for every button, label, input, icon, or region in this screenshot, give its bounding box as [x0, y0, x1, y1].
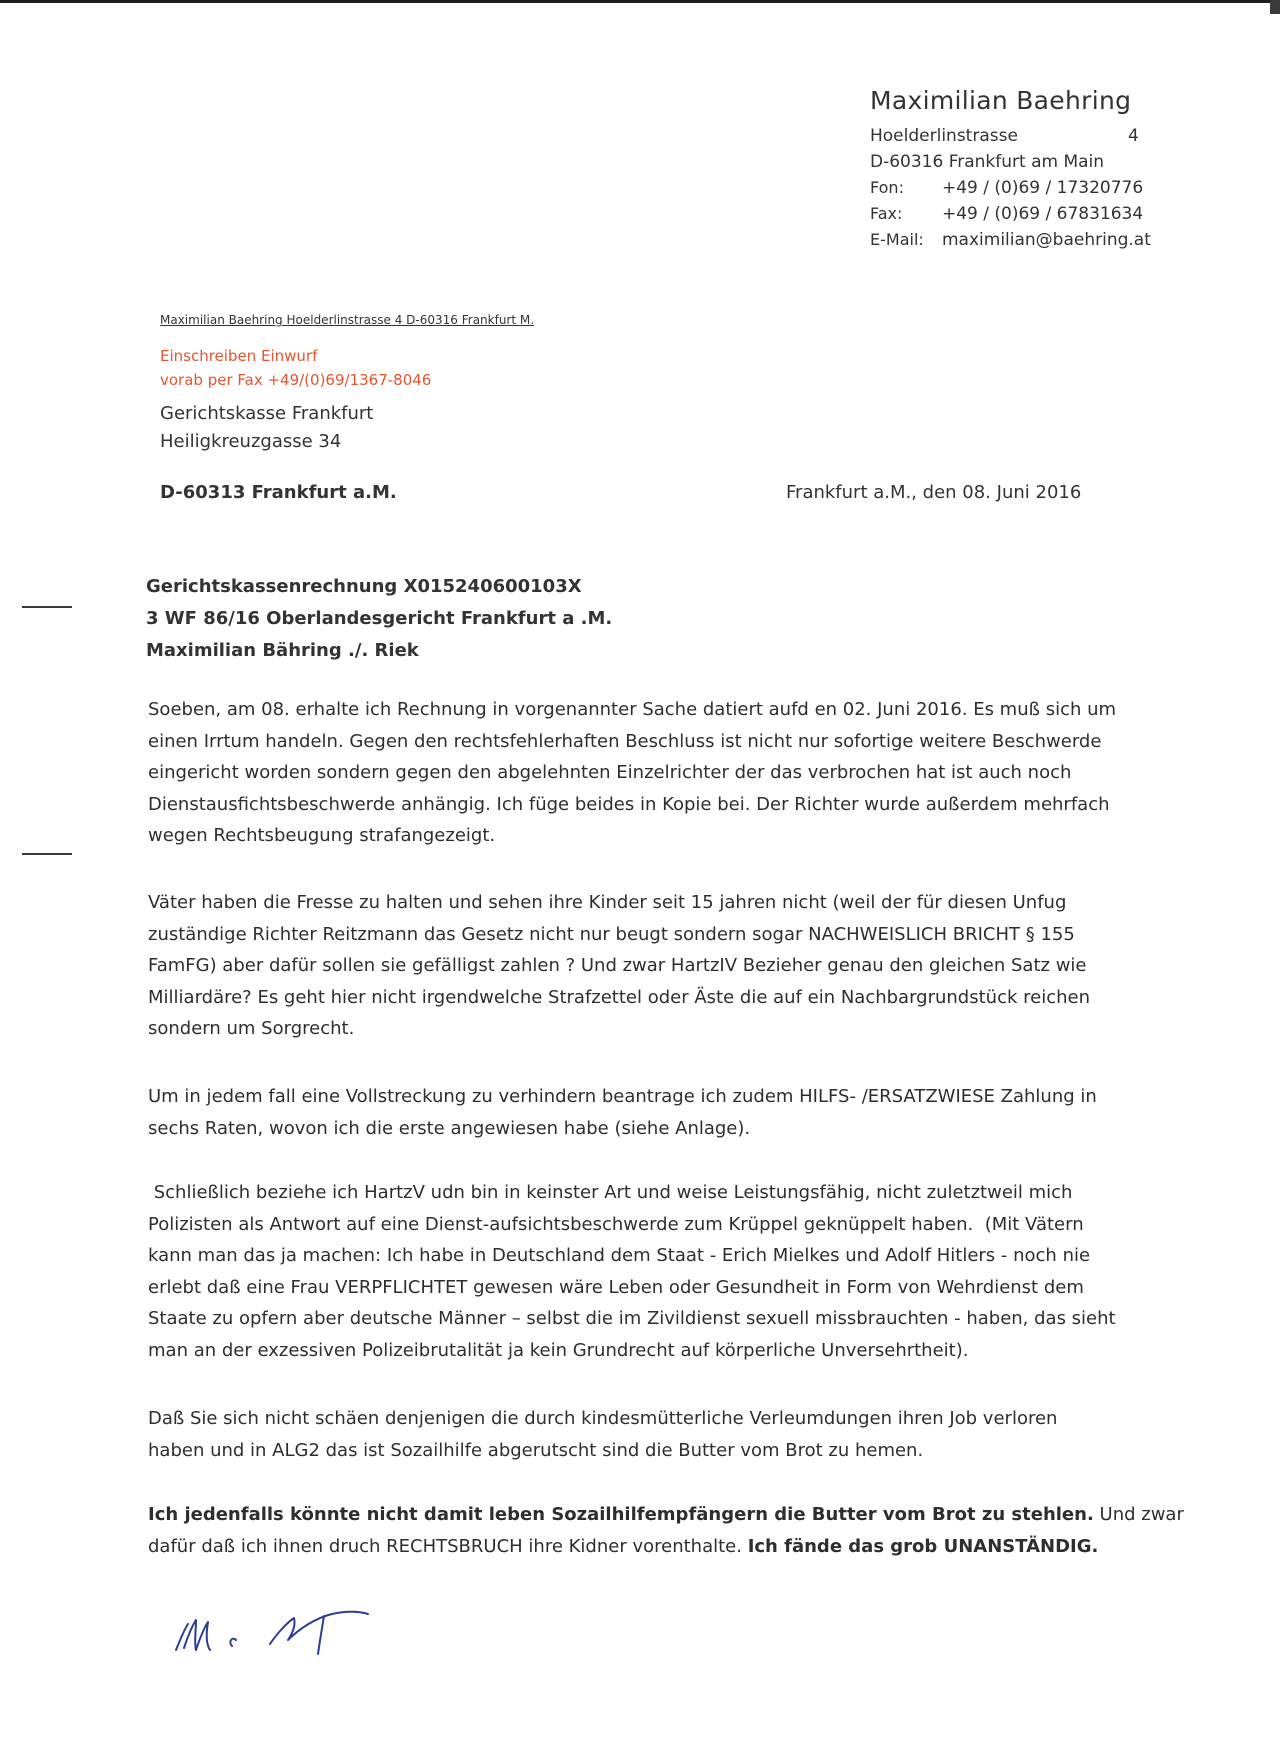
paragraph-line: Dienstausfichtsbeschwerde anhängig. Ich füge beides in Kopie bei. Der Richter wurde außerdem mehrfach [148, 793, 1110, 815]
paragraph-line [148, 1531, 1148, 1563]
fon-label: Fon: [870, 178, 904, 197]
letterhead-fon [870, 175, 1220, 201]
closing-normal-2: dafür daß ich ihnen druch RECHTSBRUCH ihre Kidner vorenthalte. [148, 1535, 748, 1557]
paragraph-line: einen Irrtum handeln. Gegen den rechtsfehlerhaften Beschluss ist nicht nur sofortige weitere Beschwerde [148, 730, 1102, 752]
paragraph-4 [148, 1177, 1148, 1367]
scan-corner-mark [1270, 0, 1280, 14]
scan-top-edge [0, 0, 1280, 3]
paragraph-line: sondern um Sorgrecht. [148, 1018, 355, 1040]
paragraph-line: zuständige Richter Reitzmann das Gesetz nicht nur beugt sondern sogar NACHWEISLICH BRICHT § 155 [148, 923, 1075, 945]
letterhead-email [870, 227, 1220, 253]
closing-normal-1: Und zwar [1093, 1504, 1184, 1525]
paragraph-3 [148, 1081, 1148, 1144]
letter-date: Frankfurt a.M., den 08. Juni 2016 [786, 482, 1082, 503]
paragraph-5 [148, 1403, 1148, 1466]
letterhead-name: Maximilian Baehring [870, 86, 1132, 115]
paragraph-line: Daß Sie sich nicht schäen denjenigen die durch kindesmütterliche Verleumdungen ihren Job verloren [148, 1408, 1058, 1429]
paragraph-line: sechs Raten, wovon ich die erste angewiesen habe (siehe Anlage). [148, 1117, 751, 1139]
paragraph-line [148, 1499, 1184, 1531]
email-value: maximilian@baehring.at [942, 230, 1151, 250]
paragraph-line: eingericht worden sondern gegen den abgelehnten Einzelrichter der das verbrochen hat ist auch noch [148, 762, 1072, 784]
recipient-line-1: Gerichtskasse Frankfurt [160, 403, 374, 424]
letterhead-street-number: 4 [1128, 126, 1139, 146]
mail-mode-line-2: vorab per Fax +49/(0)69/1367-8046 [160, 371, 432, 389]
paragraph-line: man an der exzessiven Polizeibrutalität ja kein Grundrecht auf körperliche Unversehrtheit). [148, 1339, 969, 1361]
letterhead [870, 86, 1220, 253]
email-label: E-Mail: [870, 230, 924, 249]
paragraph-line: Schließlich beziehe ich HartzV udn bin in keinster Art und weise Leistungsfähig, nicht zuletztweil mich [148, 1182, 1073, 1203]
paragraph-line: Väter haben die Fresse zu halten und sehen ihre Kinder seit 15 jahren nicht (weil der für diesen Unfug [148, 892, 1067, 913]
paragraph-line: kann man das ja machen: Ich habe in Deutschland dem Staat - Erich Mielkes und Adolf Hitlers - noch nie [148, 1245, 1091, 1267]
letterhead-street: Hoelderlinstrasse [870, 126, 1018, 146]
letterhead-street-line [870, 123, 1220, 149]
paragraph-line: Um in jedem fall eine Vollstreckung zu verhindern beantrage ich zudem HILFS- /ERSATZWIESE Zahlung in [148, 1086, 1097, 1107]
paragraph-line: wegen Rechtsbeugung strafangezeigt. [148, 825, 496, 847]
subject-line-1: Gerichtskassenrechnung X015240600103X [146, 576, 582, 597]
paragraph-line: haben und in ALG2 das ist Sozailhilfe abgerutscht sind die Butter vom Brot zu hemen. [148, 1439, 924, 1461]
handwritten-signature [170, 1592, 380, 1662]
fon-value: +49 / (0)69 / 17320776 [942, 178, 1144, 198]
paragraph-line: Staate zu opfern aber deutsche Männer – selbst die im Zivildienst sexuell missbrauchten - haben, das sieht [148, 1308, 1116, 1330]
fold-mark [22, 606, 72, 608]
paragraph-2 [148, 887, 1148, 1045]
paragraph-1 [148, 694, 1148, 852]
subject-line-3: Maximilian Bähring ./. Riek [146, 640, 419, 661]
mail-mode-note [160, 344, 431, 392]
paragraph-line: Polizisten als Antwort auf eine Dienst-aufsichtsbeschwerde zum Krüppel geknüppelt haben. (Mit Vätern [148, 1213, 1084, 1235]
letterhead-city: D-60316 Frankfurt am Main [870, 152, 1105, 172]
paragraph-line: erlebt daß eine Frau VERPFLICHTET gewesen wäre Leben oder Gesundheit in Form von Wehrdienst dem [148, 1276, 1084, 1298]
recipient-line-2: Heiligkreuzgasse 34 [160, 431, 342, 452]
fax-label: Fax: [870, 204, 903, 223]
closing-bold-2: Ich fände das grob UNANSTÄNDIG. [747, 1535, 1099, 1557]
sender-return-line: Maximilian Baehring Hoelderlinstrasse 4 D-60316 Frankfurt M. [160, 313, 535, 327]
subject-block [146, 571, 612, 667]
paragraph-line: Soeben, am 08. erhalte ich Rechnung in vorgenannter Sache datiert aufd en 02. Juni 2016. Es muß sich um [148, 699, 1117, 720]
mail-mode-line-1: Einschreiben Einwurf [160, 347, 318, 365]
closing-bold-1: Ich jedenfalls könnte nicht damit leben Sozailhilfempfängern die Butter vom Brot zu stehlen. [148, 1504, 1094, 1525]
subject-line-2: 3 WF 86/16 Oberlandesgericht Frankfurt a .M. [146, 608, 613, 629]
punch-mark [22, 853, 72, 855]
paragraph-line: Milliardäre? Es geht hier nicht irgendwelche Strafzettel oder Äste die auf ein Nachbargrundstück reichen [148, 986, 1090, 1008]
paragraph-line: FamFG) aber dafür sollen sie gefälligst zahlen ? Und zwar HartzIV Bezieher genau den gleichen Satz wie [148, 955, 1087, 977]
letterhead-fax [870, 201, 1220, 227]
recipient-address [160, 400, 373, 456]
fax-value: +49 / (0)69 / 67831634 [942, 204, 1144, 224]
recipient-city: D-60313 Frankfurt a.M. [160, 482, 397, 503]
paragraph-6 [148, 1499, 1184, 1562]
